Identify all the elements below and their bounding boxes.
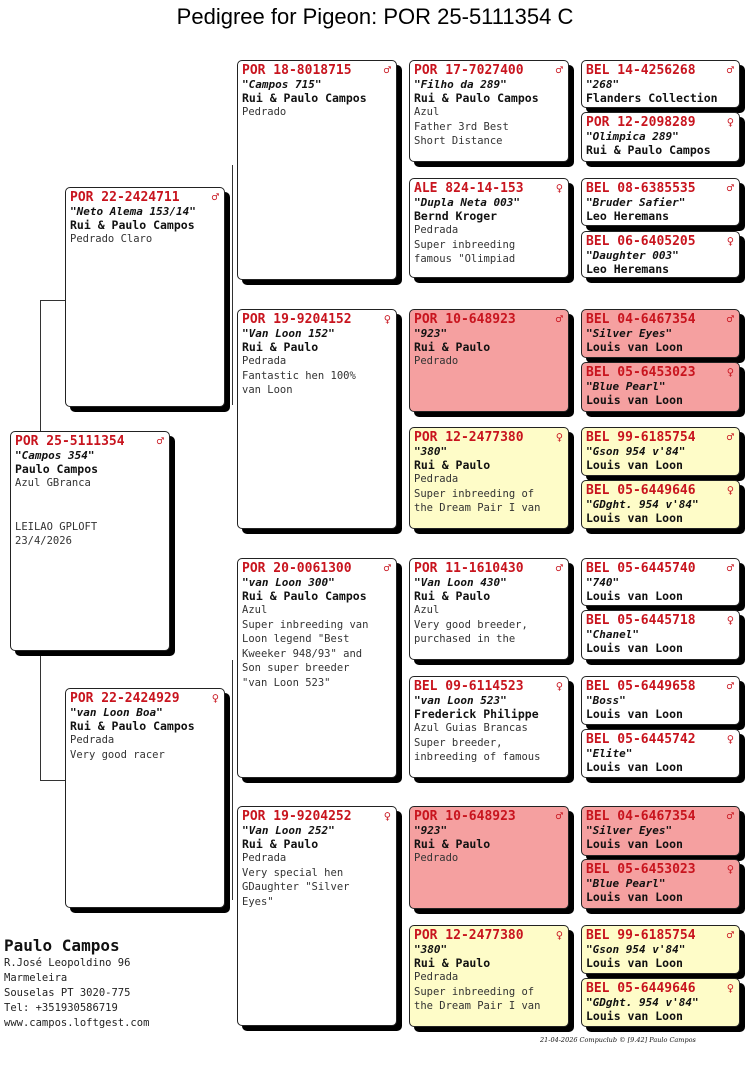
pedigree-card-gen5[interactable] (581, 231, 740, 278)
pigeon-name: "380" (414, 943, 448, 956)
pigeon-name: "Filho da 289" (414, 78, 507, 91)
ring-number: POR 18-8018715 (242, 63, 352, 78)
breeder-name: Flanders Collection (586, 91, 718, 105)
sex-icon: ♀ (555, 181, 563, 195)
pigeon-name: "Daughter 003" (586, 249, 679, 262)
ring-number: POR 10-648923 (414, 809, 516, 824)
pedigree-card-gen5[interactable] (581, 610, 740, 660)
ring-number: BEL 14-4256268 (586, 63, 696, 78)
sex-icon: ♂ (726, 63, 734, 77)
sex-icon: ♀ (726, 115, 734, 129)
sex-icon: ♀ (726, 234, 734, 248)
pigeon-notes: Pedrada Super inbreeding of the Dream Pair I van (414, 971, 541, 1012)
pedigree-card-gen5[interactable] (581, 859, 740, 909)
pigeon-name: "Dupla Neta 003" (414, 196, 520, 209)
pigeon-name: "Elite" (586, 747, 633, 760)
pigeon-name: "GDght. 954 v'84" (586, 498, 699, 511)
breeder-name: Rui & Paulo (414, 340, 491, 354)
ring-number: BEL 08-6385535 (586, 181, 696, 196)
ring-number: BEL 06-6405205 (586, 234, 696, 249)
sex-icon: ♂ (555, 561, 563, 575)
ring-number: POR 20-0061300 (242, 561, 352, 576)
print-footer: 21-04-2026 Compuclub © [9.42] Paulo Campos (540, 1036, 696, 1044)
pedigree-card-gen5[interactable] (581, 925, 740, 974)
sex-icon: ♀ (726, 862, 734, 876)
pigeon-name: "Blue Pearl" (586, 380, 666, 393)
pigeon-notes: Pedrado (414, 852, 459, 864)
pedigree-card-gen4[interactable] (409, 427, 569, 529)
pedigree-card-gen5[interactable] (581, 480, 740, 529)
pigeon-notes: Azul GBranca LEILAO GPLOFT 23/4/2026 (15, 477, 98, 547)
ring-number: BEL 05-6449658 (586, 679, 696, 694)
ring-number: BEL 09-6114523 (414, 679, 524, 694)
connector-line (232, 660, 233, 900)
pigeon-name: "Boss" (586, 694, 626, 707)
sex-icon: ♂ (726, 809, 734, 823)
pedigree-card-gen5[interactable] (581, 427, 740, 476)
ring-number: BEL 05-6445740 (586, 561, 696, 576)
ring-number: BEL 05-6449646 (586, 981, 696, 996)
pigeon-notes: Pedrada Very special hen GDaughter "Silver Eyes" (242, 852, 350, 908)
sex-icon: ♀ (211, 691, 219, 705)
pedigree-card-gen4[interactable] (409, 676, 569, 778)
sex-icon: ♂ (726, 679, 734, 693)
ring-number: BEL 05-6453023 (586, 862, 696, 877)
breeder-name: Rui & Paulo Campos (586, 143, 711, 157)
page-title: Pedigree for Pigeon: POR 25-5111354 C (176, 4, 574, 29)
pigeon-notes: Pedrado Claro (70, 233, 153, 245)
pigeon-name: "Chanel" (586, 628, 639, 641)
pigeon-notes: Azul Guias Brancas Super breeder, inbreeding of famous (414, 722, 541, 763)
sex-icon: ♂ (555, 809, 563, 823)
sex-icon: ♂ (383, 561, 391, 575)
pedigree-card-gen5[interactable] (581, 806, 740, 856)
sex-icon: ♂ (726, 181, 734, 195)
breeder-name: Louis van Loon (586, 340, 683, 354)
ring-number: POR 19-9204152 (242, 312, 352, 327)
ring-number: POR 11-1610430 (414, 561, 524, 576)
sex-icon: ♀ (726, 732, 734, 746)
pigeon-name: "van Loon 300" (242, 576, 335, 589)
breeder-name: Louis van Loon (586, 956, 683, 970)
sex-icon: ♂ (726, 561, 734, 575)
pigeon-name: "van Loon Boa" (70, 706, 163, 719)
ring-number: BEL 05-6445718 (586, 613, 696, 628)
breeder-name: Louis van Loon (586, 589, 683, 603)
breeder-name: Louis van Loon (586, 458, 683, 472)
pedigree-card-gen5[interactable] (581, 729, 740, 778)
breeder-name: Rui & Paulo (414, 589, 491, 603)
sex-icon: ♀ (726, 981, 734, 995)
pigeon-name: "GDght. 954 v'84" (586, 996, 699, 1009)
pedigree-card-gen4[interactable] (409, 60, 569, 162)
ring-number: POR 10-648923 (414, 312, 516, 327)
breeder-name: Rui & Paulo Campos (70, 719, 195, 733)
breeder-name: Paulo Campos (15, 462, 99, 476)
pigeon-name: "923" (414, 327, 448, 340)
sex-icon: ♀ (726, 365, 734, 379)
ring-number: POR 22-2424711 (70, 190, 180, 205)
pedigree-card-gen4[interactable] (409, 558, 569, 660)
pigeon-name: "Olimpica 289" (586, 130, 679, 143)
breeder-name: Louis van Loon (586, 511, 683, 525)
pedigree-card-sire[interactable] (65, 187, 225, 407)
sex-icon: ♂ (726, 312, 734, 326)
breeder-name: Leo Heremans (586, 262, 670, 276)
pedigree-card-dam-dam[interactable] (237, 806, 397, 1026)
breeder-name: Louis van Loon (586, 1009, 683, 1023)
ring-number: BEL 99-6185754 (586, 928, 696, 943)
breeder-name: Frederick Philippe (414, 707, 539, 721)
ring-number: POR 12-2477380 (414, 430, 524, 445)
breeder-name: Rui & Paulo (242, 340, 319, 354)
breeder-name: Louis van Loon (586, 707, 683, 721)
connector-line (40, 300, 41, 432)
pedigree-card-gen5[interactable] (581, 60, 740, 108)
breeder-name: Louis van Loon (586, 393, 683, 407)
sex-icon: ♂ (383, 63, 391, 77)
pedigree-card-subject[interactable] (10, 431, 170, 651)
pigeon-name: "740" (586, 576, 620, 589)
pigeon-name: "Van Loon 430" (414, 576, 507, 589)
ring-number: BEL 05-6445742 (586, 732, 696, 747)
pigeon-notes: Azul Father 3rd Best Short Distance (414, 106, 509, 147)
ring-number: POR 12-2098289 (586, 115, 696, 130)
pedigree-card-sire-sire[interactable] (237, 60, 397, 280)
pigeon-name: "923" (414, 824, 448, 837)
ring-number: BEL 05-6453023 (586, 365, 696, 380)
connector-line (40, 652, 41, 780)
sex-icon: ♂ (726, 928, 734, 942)
pedigree-card-sire-dam[interactable] (237, 309, 397, 529)
pigeon-notes: Azul Very good breeder, purchased in the (414, 604, 528, 645)
breeder-name: Louis van Loon (586, 890, 683, 904)
connector-line (232, 165, 233, 405)
pedigree-card-dam[interactable] (65, 688, 225, 908)
sex-icon: ♀ (726, 613, 734, 627)
pigeon-notes: Pedrada Super inbreeding famous "Olimpiad (414, 224, 516, 265)
breeder-name: Rui & Paulo (414, 837, 491, 851)
pedigree-card-gen5[interactable] (581, 362, 740, 412)
pigeon-notes: Pedrado (242, 106, 287, 118)
owner-name: Paulo Campos (4, 936, 120, 955)
breeder-name: Rui & Paulo Campos (242, 589, 367, 603)
ring-number: POR 22-2424929 (70, 691, 180, 706)
pigeon-name: "Bruder Safier" (586, 196, 686, 209)
pigeon-name: "Van Loon 252" (242, 824, 335, 837)
pigeon-name: "380" (414, 445, 448, 458)
pigeon-name: "Gson 954 v'84" (586, 445, 686, 458)
pigeon-name: "Silver Eyes" (586, 824, 673, 837)
ring-number: ALE 824-14-153 (414, 181, 524, 196)
breeder-name: Bernd Kroger (414, 209, 498, 223)
ring-number: POR 25-5111354 (15, 434, 125, 449)
connector-line (40, 300, 65, 301)
pigeon-name: "Van Loon 152" (242, 327, 335, 340)
pedigree-card-gen4[interactable] (409, 178, 569, 278)
sex-icon: ♀ (726, 483, 734, 497)
owner-website[interactable]: www.campos.loftgest.com (4, 1017, 150, 1029)
breeder-name: Leo Heremans (586, 209, 670, 223)
pigeon-notes: Pedrada Very good racer (70, 734, 165, 761)
sex-icon: ♀ (555, 679, 563, 693)
breeder-name: Rui & Paulo Campos (242, 91, 367, 105)
connector-line (40, 780, 65, 781)
ring-number: POR 12-2477380 (414, 928, 524, 943)
pigeon-notes: Azul Super inbreeding van Loon legend "Best Kweeker 948/93" and Son super breeder "van Loon 523" (242, 604, 369, 689)
breeder-name: Louis van Loon (586, 641, 683, 655)
pedigree-card-gen5[interactable] (581, 676, 740, 725)
sex-icon: ♂ (211, 190, 219, 204)
sex-icon: ♀ (555, 928, 563, 942)
pigeon-name: "Gson 954 v'84" (586, 943, 686, 956)
breeder-name: Rui & Paulo (242, 837, 319, 851)
pedigree-card-gen5[interactable] (581, 978, 740, 1027)
ring-number: POR 19-9204252 (242, 809, 352, 824)
pigeon-notes: Pedrado (414, 355, 459, 367)
owner-postal: Souselas PT 3020-775 (4, 987, 131, 999)
ring-number: BEL 99-6185754 (586, 430, 696, 445)
pigeon-notes: Pedrada Fantastic hen 100% van Loon (242, 355, 356, 396)
breeder-name: Rui & Paulo (414, 956, 491, 970)
pedigree-card-gen4[interactable] (409, 925, 569, 1027)
pedigree-card-gen4[interactable] (409, 309, 569, 412)
pigeon-name: "van Loon 523" (414, 694, 507, 707)
pedigree-card-gen5[interactable] (581, 178, 740, 226)
pigeon-name: "Blue Pearl" (586, 877, 666, 890)
breeder-name: Rui & Paulo (414, 458, 491, 472)
pigeon-name: "268" (586, 78, 620, 91)
sex-icon: ♂ (555, 63, 563, 77)
sex-icon: ♀ (555, 430, 563, 444)
pedigree-card-gen5[interactable] (581, 112, 740, 162)
pigeon-name: "Neto Alema 153/14" (70, 205, 196, 218)
breeder-name: Rui & Paulo Campos (414, 91, 539, 105)
sex-icon: ♂ (156, 434, 164, 448)
pedigree-card-dam-sire[interactable] (237, 558, 397, 778)
pigeon-name: "Campos 354" (15, 449, 95, 462)
owner-address: R.José Leopoldino 96 (4, 957, 131, 969)
pigeon-name: "Campos 715" (242, 78, 322, 91)
owner-contact-block (4, 936, 149, 1031)
pedigree-card-gen5[interactable] (581, 558, 740, 606)
pedigree-card-gen5[interactable] (581, 309, 740, 358)
breeder-name: Louis van Loon (586, 760, 683, 774)
pedigree-card-gen4[interactable] (409, 806, 569, 909)
sex-icon: ♂ (555, 312, 563, 326)
ring-number: BEL 04-6467354 (586, 312, 696, 327)
owner-phone: Tel: +351930586719 (4, 1002, 118, 1014)
ring-number: BEL 05-6449646 (586, 483, 696, 498)
sex-icon: ♂ (726, 430, 734, 444)
ring-number: POR 17-7027400 (414, 63, 524, 78)
pigeon-notes: Pedrada Super inbreeding of the Dream Pair I van (414, 473, 541, 514)
owner-locality: Marmeleira (4, 972, 68, 984)
sex-icon: ♀ (383, 312, 391, 326)
breeder-name: Rui & Paulo Campos (70, 218, 195, 232)
breeder-name: Louis van Loon (586, 837, 683, 851)
ring-number: BEL 04-6467354 (586, 809, 696, 824)
sex-icon: ♀ (383, 809, 391, 823)
pigeon-name: "Silver Eyes" (586, 327, 673, 340)
